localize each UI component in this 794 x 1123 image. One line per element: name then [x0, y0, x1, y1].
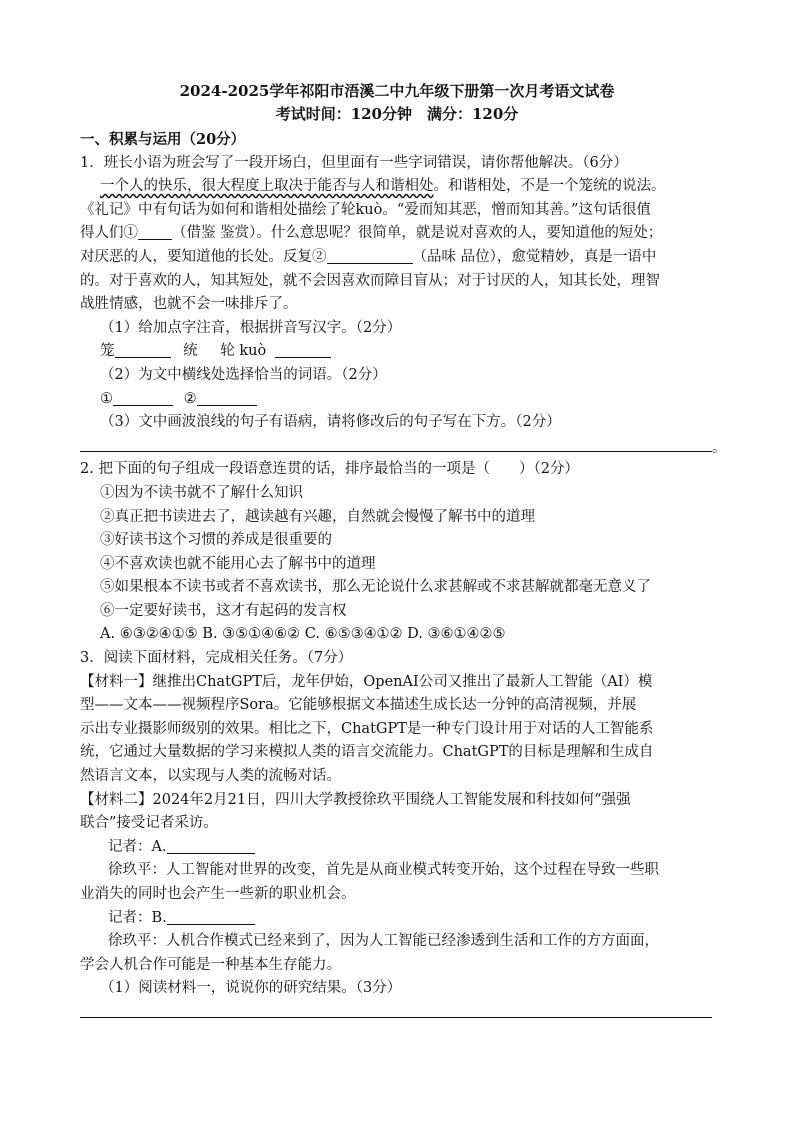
q1-text: ①	[100, 390, 113, 407]
exam-subtitle: 考试时间：120分钟 满分：120分	[275, 105, 519, 123]
q1-stem: 1．班长小语为班会写了一段开场白，但里面有一些字词错误，请你帮他解决。（6分）	[80, 154, 628, 171]
q2-item: ④不喜欢读也就不能用心去了解书中的道理	[100, 555, 376, 572]
q1-sub1-answers	[80, 340, 720, 364]
exam-title: 2024-2025学年祁阳市浯溪二中九年级下册第一次月考语文试卷	[179, 82, 615, 100]
q1-text: ②	[183, 390, 197, 407]
q2-options: A. ⑥③②④①⑤ B. ③⑤①④⑥② C. ⑥⑤③④①② D. ③⑥①④②⑤	[100, 626, 506, 643]
q2-stem: 2. 把下面的句子组成一段语意连贯的话，排序最恰当的一项是（ ）（2分）	[80, 461, 579, 478]
q1-sub3: （3）文中画波浪线的句子有语病，请将修改后的句子写在下方。（2分）	[100, 414, 561, 431]
blank-1[interactable]	[138, 224, 172, 240]
blank-2[interactable]	[327, 248, 413, 264]
answer-blank[interactable]	[113, 390, 173, 406]
answer-blank[interactable]	[167, 838, 255, 854]
exam-content	[80, 128, 727, 1025]
q1-sub1: （1）给加点字注音，根据拼音写汉字。（2分）	[100, 319, 402, 336]
q1-passage-line: 《礼记》中有句话为如何和谐相处描绘了轮kuò。“爱而知其恶，憎而知其善。”这句话很值	[80, 201, 651, 218]
q2-item: ⑤如果根本不读书或者不喜欢读书，那么无论说什么求甚解或不求甚解就都毫无意义了	[100, 579, 651, 596]
q1-passage-line	[80, 222, 720, 246]
q3-material-line: 统，它通过大量数据的学习来模拟人类的语言交流能力。ChatGPT的目标是理解和生成自	[80, 744, 654, 761]
answer-blank[interactable]	[197, 390, 257, 406]
q2-item: ③好读书这个习惯的养成是很重要的	[100, 532, 332, 549]
q1-text: 。和谐相处，不是一个笼统的说法。	[433, 178, 666, 195]
q3-reporter-b	[80, 907, 720, 931]
answer-blank[interactable]	[115, 342, 171, 358]
q3-interview-line: 徐玖平：人工智能对世界的改变，首先是从商业模式转变开始，这个过程在导致一些职	[108, 862, 659, 879]
q3-material-line: 【材料二】2024年2月21日，四川大学教授徐玖平围绕人工智能发展和科技如何“强强	[80, 791, 631, 808]
q1-passage-line	[80, 246, 720, 270]
q3-sub1: （1）阅读材料一，说说你的研究结果。（3分）	[100, 980, 402, 997]
answer-rule[interactable]	[80, 1001, 712, 1018]
q3-material-line: 联合”接受记者采访。	[80, 815, 218, 832]
q3-material-line: 型——文本——视频程序Sora。它能够根据文本描述生成长达一分钟的高清视频，并展	[80, 697, 637, 714]
end-mark: 。	[712, 439, 727, 456]
q3-material-line: 【材料一】继推出ChatGPT后，龙年伊始，OpenAI公司又推出了最新人工智能（AI）模	[80, 673, 653, 690]
q1-sub2: （2）为文中横线处选择恰当的词语。（2分）	[100, 366, 387, 383]
q2-item: ⑥一定要好读书，这才有起码的发言权	[100, 602, 347, 619]
dotted-char: 笼	[100, 343, 115, 360]
q3-interview-line: 徐玖平：人机合作模式已经来到了，因为人工智能已经渗透到生活和工作的方方面面，	[108, 933, 659, 950]
q1-text: （品味 品位），愈觉精妙，真是一语中	[412, 248, 657, 265]
q1-text: 对厌恶的人，要知道他的长处。反复②	[80, 248, 327, 265]
q3-interview-line: 学会人机合作可能是一种基本生存能力。	[80, 956, 341, 973]
q1-wavy-sentence: 一个人的快乐，很大程度上取决于能否与人和谐相处	[100, 178, 434, 195]
answer-blank[interactable]	[275, 342, 331, 358]
q3-reporter-a	[80, 836, 720, 860]
q3-material-line: 示出专业摄影师级别的效果。相比之下，ChatGPT是一种专门设计用于对话的人工智能系	[80, 720, 654, 737]
q2-item: ②真正把书读进去了，越读越有兴趣，自然就会慢慢了解书中的道理	[100, 508, 535, 525]
q1-text: 得人们①	[80, 225, 138, 242]
q1-passage-line: 的。对于喜欢的人，知其短处，就不会因喜欢而障目盲从；对于讨厌的人，知其长处，理智	[80, 272, 660, 289]
q1-text: 统	[183, 343, 198, 360]
answer-rule[interactable]	[80, 435, 712, 452]
q3-stem: 3．阅读下面材料，完成相关任务。（7分）	[80, 650, 353, 667]
q3-material-line: 然语言文本，以实现与人类的流畅对话。	[80, 768, 341, 785]
q3-text: 记者：B.	[108, 909, 167, 926]
q2-item: ①因为不读书就不了解什么知识	[100, 484, 303, 501]
answer-line	[80, 1001, 720, 1025]
q1-text: （借鉴 鉴赏）。什么意思呢？很简单，就是说对喜欢的人，要知道他的短处；	[172, 225, 663, 242]
q1-sub2-answers	[80, 388, 720, 412]
answer-blank[interactable]	[167, 909, 255, 925]
pinyin-label: 轮 kuò	[220, 343, 267, 360]
q1-passage-line	[80, 175, 720, 199]
q3-text: 记者：A.	[108, 838, 167, 855]
section-heading: 一、积累与运用（20分）	[80, 131, 246, 148]
q3-interview-line: 业消失的同时也会产生一些新的职业机会。	[80, 886, 356, 902]
q1-passage-line: 战胜情感，也就不会一味排斥了。	[80, 296, 298, 313]
answer-line	[80, 435, 727, 459]
